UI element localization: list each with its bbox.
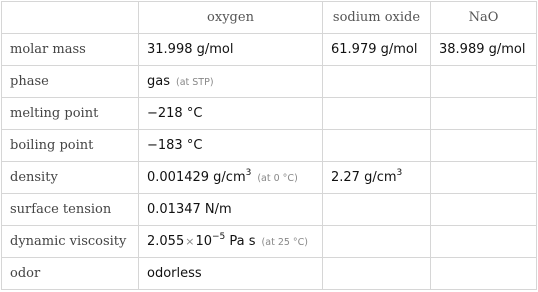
density-nao <box>431 162 537 194</box>
table-row <box>2 66 537 98</box>
dynamic-viscosity-nao <box>431 226 537 258</box>
surface-tension-nao <box>431 194 537 226</box>
density-oxygen-exponent: 3 <box>245 168 252 178</box>
viscosity-base: 10 <box>195 234 212 249</box>
molar-mass-oxygen: 31.998 g/mol <box>139 34 323 66</box>
melting-point-sodium-oxide <box>323 98 431 130</box>
density-oxygen-value: 0.001429 g/cm <box>147 170 246 185</box>
row-label-molar-mass: molar mass <box>2 34 139 66</box>
header-sodium-oxide: sodium oxide <box>323 2 431 34</box>
properties-table <box>1 1 537 290</box>
table-row <box>2 226 537 258</box>
dynamic-viscosity-sodium-oxide <box>323 226 431 258</box>
viscosity-exponent: −5 <box>211 232 226 242</box>
row-label-phase: phase <box>2 66 139 98</box>
properties-table-container <box>1 1 537 290</box>
header-row <box>2 2 537 34</box>
table-row <box>2 258 537 290</box>
density-sodium-oxide-value: 2.27 g/cm <box>331 170 397 185</box>
viscosity-unit: Pa s <box>229 234 256 249</box>
table-row <box>2 98 537 130</box>
phase-sodium-oxide <box>323 66 431 98</box>
odor-nao <box>431 258 537 290</box>
density-sodium-oxide <box>323 162 431 194</box>
odor-oxygen: odorless <box>139 258 323 290</box>
melting-point-nao <box>431 98 537 130</box>
row-label-surface-tension: surface tension <box>2 194 139 226</box>
density-oxygen-note: (at 0 °C) <box>257 173 298 184</box>
row-label-dynamic-viscosity: dynamic viscosity <box>2 226 139 258</box>
header-nao: NaO <box>431 2 537 34</box>
row-label-melting-point: melting point <box>2 98 139 130</box>
odor-sodium-oxide <box>323 258 431 290</box>
phase-oxygen <box>139 66 323 98</box>
times-sign: × <box>185 235 195 248</box>
boiling-point-oxygen: −183 °C <box>139 130 323 162</box>
phase-oxygen-note: (at STP) <box>176 77 214 88</box>
table-row <box>2 162 537 194</box>
table-row <box>2 194 537 226</box>
boiling-point-nao <box>431 130 537 162</box>
viscosity-note: (at 25 °C) <box>261 237 309 248</box>
molar-mass-nao: 38.989 g/mol <box>431 34 537 66</box>
phase-nao <box>431 66 537 98</box>
row-label-boiling-point: boiling point <box>2 130 139 162</box>
melting-point-oxygen: −218 °C <box>139 98 323 130</box>
table-row <box>2 130 537 162</box>
phase-oxygen-value: gas <box>147 74 170 89</box>
table-row <box>2 34 537 66</box>
header-empty <box>2 2 139 34</box>
density-sodium-oxide-exponent: 3 <box>396 168 403 178</box>
row-label-density: density <box>2 162 139 194</box>
header-oxygen: oxygen <box>139 2 323 34</box>
dynamic-viscosity-oxygen <box>139 226 323 258</box>
viscosity-mantissa: 2.055 <box>147 234 185 249</box>
surface-tension-sodium-oxide <box>323 194 431 226</box>
molar-mass-sodium-oxide: 61.979 g/mol <box>323 34 431 66</box>
boiling-point-sodium-oxide <box>323 130 431 162</box>
density-oxygen <box>139 162 323 194</box>
row-label-odor: odor <box>2 258 139 290</box>
surface-tension-oxygen: 0.01347 N/m <box>139 194 323 226</box>
